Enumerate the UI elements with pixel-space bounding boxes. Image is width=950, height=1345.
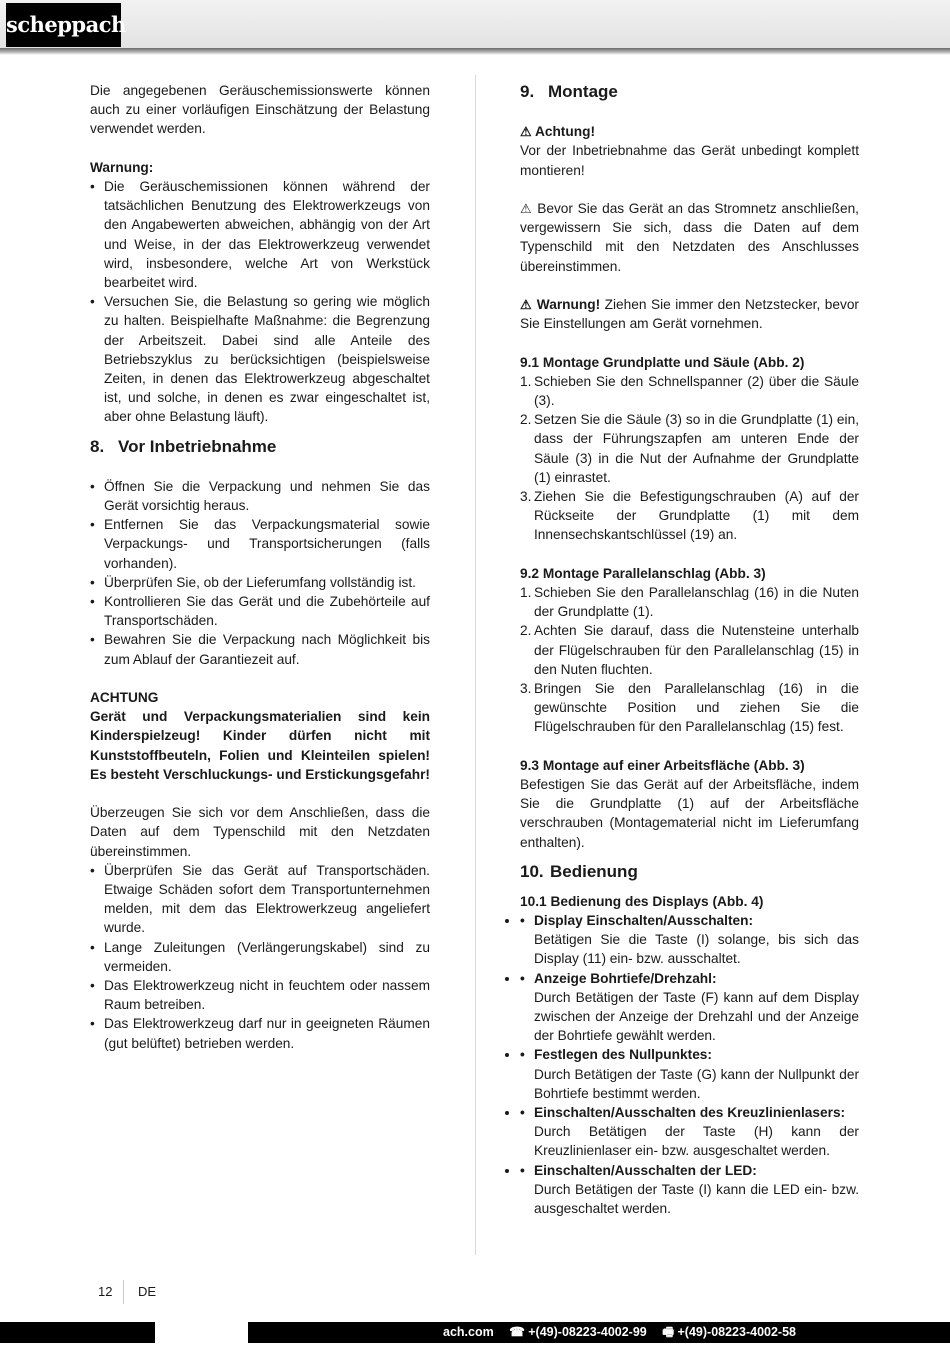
list-item: 2. Setzen Sie die Säule (3) so in die Grundplatte (1) ein, dass der Führungszapfen am unteren Ende der Säule (3) in die Nut der Aufnahme der Grundplatte (1) einrastet. bbox=[520, 412, 859, 485]
section-8-list bbox=[90, 477, 430, 669]
connection-paragraph: Überzeugen Sie sich vor dem Anschließen, dass die Daten auf dem Typenschild mit den Netzdaten übereinstimmen. bbox=[90, 805, 430, 859]
phone-number: ☎ +(49)-08223-4002-99 bbox=[509, 1325, 647, 1339]
list-item: 1. Schieben Sie den Schnellspanner (2) über die Säule (3). bbox=[520, 373, 859, 408]
section-9-3-heading: 9.3 Montage auf einer Arbeitsfläche (Abb. 3) bbox=[520, 757, 805, 773]
section-9-2-heading: 9.2 Montage Parallelanschlag (Abb. 3) bbox=[520, 565, 766, 581]
column-divider bbox=[475, 75, 476, 1255]
language-code: DE bbox=[138, 1284, 157, 1299]
page-number: 12 bbox=[98, 1284, 113, 1299]
list-item: 3. Bringen Sie den Parallelanschlag (16) in die gewünschte Position und ziehen Sie die Flügelschrauben für den Parallelanschlag (15) fest. bbox=[520, 681, 859, 735]
plug-warning-text: Ziehen Sie immer den Netzstecker, bevor Sie Einstellungen am Gerät vornehmen. bbox=[520, 296, 859, 332]
left-column bbox=[90, 81, 430, 1053]
brand-logo: scheppach bbox=[6, 3, 121, 47]
achtung-heading: ACHTUNG bbox=[90, 690, 159, 706]
section-title: Vor Inbetriebnahme bbox=[118, 436, 277, 456]
footer-bar-gap bbox=[155, 1322, 248, 1343]
website-link[interactable]: ach.com bbox=[443, 1325, 494, 1339]
section-number: 8. bbox=[90, 436, 105, 456]
achtung-label: Achtung! bbox=[534, 124, 596, 140]
list-item: • • Display Einschalten/Ausschalten: Betätigen Sie die Taste (I) solange, bis sich das Display (11) ein- bzw. ausschaltet. bbox=[520, 911, 859, 969]
section-10-heading bbox=[520, 861, 859, 883]
section-9-1-list bbox=[520, 372, 859, 545]
list-item: • Kontrollieren Sie das Gerät und die Zubehörteile auf Transportschäden. bbox=[90, 592, 430, 630]
list-item: • • Festlegen des Nullpunktes: Durch Betätigen der Taste (G) kann der Nullpunkt der Bohrtiefe bestimmt werden. bbox=[520, 1045, 859, 1103]
warnung-label: Warnung! bbox=[536, 296, 601, 312]
list-item: • Lange Zuleitungen (Verlängerungskabel) sind zu vermeiden. bbox=[90, 938, 430, 976]
warning-icon: ⚠ bbox=[520, 124, 532, 140]
fax-number: 🖷 +(49)-08223-4002-58 bbox=[662, 1325, 796, 1339]
list-item: • Versuchen Sie, die Belastung so gering wie möglich zu halten. Beispielhafte Maßnahme: die Begrenzung der Arbeitszeit. Dabei sind alle Anteile des Betriebszyklus zu berücksichtigen (beispielsweise Zeiten, in denen das Elektrowerkzeug abgeschaltet ist, und solche, in denen es zwar eingeschaltet ist, aber ohne Belastung läuft). bbox=[90, 292, 430, 426]
list-item: • • Anzeige Bohrtiefe/Drehzahl: Durch Betätigen der Taste (F) kann auf dem Display zwischen der Anzeige der Drehzahl und der Anzeige der Bohrtiefe gewählt werden. bbox=[520, 969, 859, 1046]
section-title: Montage bbox=[548, 82, 618, 101]
power-warning bbox=[520, 199, 859, 276]
plug-warning bbox=[520, 295, 859, 333]
list-item: • • Einschalten/Ausschalten des Kreuzlinienlasers: Durch Betätigen der Taste (H) kann der Kreuzlinienlaser ein- bzw. ausgeschaltet werden. bbox=[520, 1103, 859, 1161]
section-number: 10. bbox=[520, 861, 544, 881]
connection-list bbox=[90, 861, 430, 1053]
page-header bbox=[0, 0, 950, 50]
section-9-2-list bbox=[520, 583, 859, 737]
list-item: • • Einschalten/Ausschalten der LED: Durch Betätigen der Taste (I) kann die LED ein- bzw. ausgeschaltet werden. bbox=[520, 1161, 859, 1219]
achtung-text: Gerät und Verpackungsmaterialien sind kein Kinderspielzeug! Kinder dürfen nicht mit Kunststoffbeuteln, Folien und Kleinteilen spielen! Es besteht Verschluckungs- und Erstickungsgefahr! bbox=[90, 709, 430, 782]
footer-separator bbox=[123, 1280, 124, 1304]
section-title: Bedienung bbox=[550, 861, 638, 881]
header-shadow bbox=[0, 48, 950, 55]
list-item: • Entfernen Sie das Verpackungsmaterial sowie Verpackungs- und Transportsicherungen (falls vorhanden). bbox=[90, 515, 430, 573]
list-item: • Das Elektrowerkzeug darf nur in geeigneten Räumen (gut belüftet) betrieben werden. bbox=[90, 1014, 430, 1052]
list-item: • Das Elektrowerkzeug nicht in feuchtem oder nassem Raum betreiben. bbox=[90, 976, 430, 1014]
achtung-line bbox=[520, 122, 859, 141]
footer-contacts bbox=[431, 1322, 796, 1343]
list-item: 2. Achten Sie darauf, dass die Nutensteine unterhalb der Flügelschrauben für den Parallelanschlag (15) in den Nuten fluchten. bbox=[520, 623, 859, 677]
list-item: 3. Ziehen Sie die Befestigungschrauben (A) auf der Rückseite der Grundplatte (1) mit dem Innensechskantschlüssel (19) an. bbox=[520, 489, 859, 543]
right-column bbox=[520, 81, 859, 1218]
section-9-3-text: Befestigen Sie das Gerät auf der Arbeitsfläche, indem Sie die Grundplatte (1) auf der Arbeitsfläche verschrauben (Montagematerial nicht im Lieferumfang enthalten). bbox=[520, 777, 859, 850]
list-item: • Überprüfen Sie das Gerät auf Transportschäden. Etwaige Schäden sofort dem Transportunternehmen melden, mit dem das Elektrowerkzeug angeliefert wurde. bbox=[90, 861, 430, 938]
section-number: 9. bbox=[520, 82, 535, 101]
power-warning-text: Bevor Sie das Gerät an das Stromnetz anschließen, vergewissern Sie sich, dass die Daten auf dem Typenschild mit den Netzdaten des Anschlusses übereinstimmen. bbox=[520, 200, 859, 274]
achtung-text: Vor der Inbetriebnahme das Gerät unbedingt komplett montieren! bbox=[520, 143, 859, 178]
warning-heading: Warnung: bbox=[90, 159, 154, 175]
list-item: • Öffnen Sie die Verpackung und nehmen Sie das Gerät vorsichtig heraus. bbox=[90, 477, 430, 515]
list-item: • Die Geräuschemissionen können während der tatsächlichen Benutzung des Elektrowerkzeugs von den Angabewerten abweichen, abhängig von der Art und Weise, in der das Elektrowerkzeug verwendet wird, insbesondere, welche Art von Werkstück bearbeitet wird. bbox=[90, 177, 430, 292]
section-10-1-list bbox=[520, 911, 859, 1218]
section-9-1-heading: 9.1 Montage Grundplatte und Säule (Abb. 2) bbox=[520, 354, 805, 370]
list-item: 1. Schieben Sie den Parallelanschlag (16) in die Nuten der Grundplatte (1). bbox=[520, 585, 859, 620]
section-9-heading bbox=[520, 81, 859, 103]
list-item: • Überprüfen Sie, ob der Lieferumfang vollständig ist. bbox=[90, 573, 430, 592]
warning-icon: ⚠ bbox=[520, 296, 533, 312]
section-8-heading bbox=[90, 436, 430, 458]
warning-icon: ⚠ bbox=[520, 200, 533, 216]
noise-paragraph: Die angegebenen Geräuschemissionswerte können auch zu einer vorläufigen Einschätzung der Belastung verwendet werden. bbox=[90, 83, 430, 137]
list-item: • Bewahren Sie die Verpackung nach Möglichkeit bis zum Ablauf der Garantiezeit auf. bbox=[90, 630, 430, 668]
section-10-1-heading: 10.1 Bedienung des Displays (Abb. 4) bbox=[520, 893, 764, 909]
warning-list bbox=[90, 177, 430, 427]
